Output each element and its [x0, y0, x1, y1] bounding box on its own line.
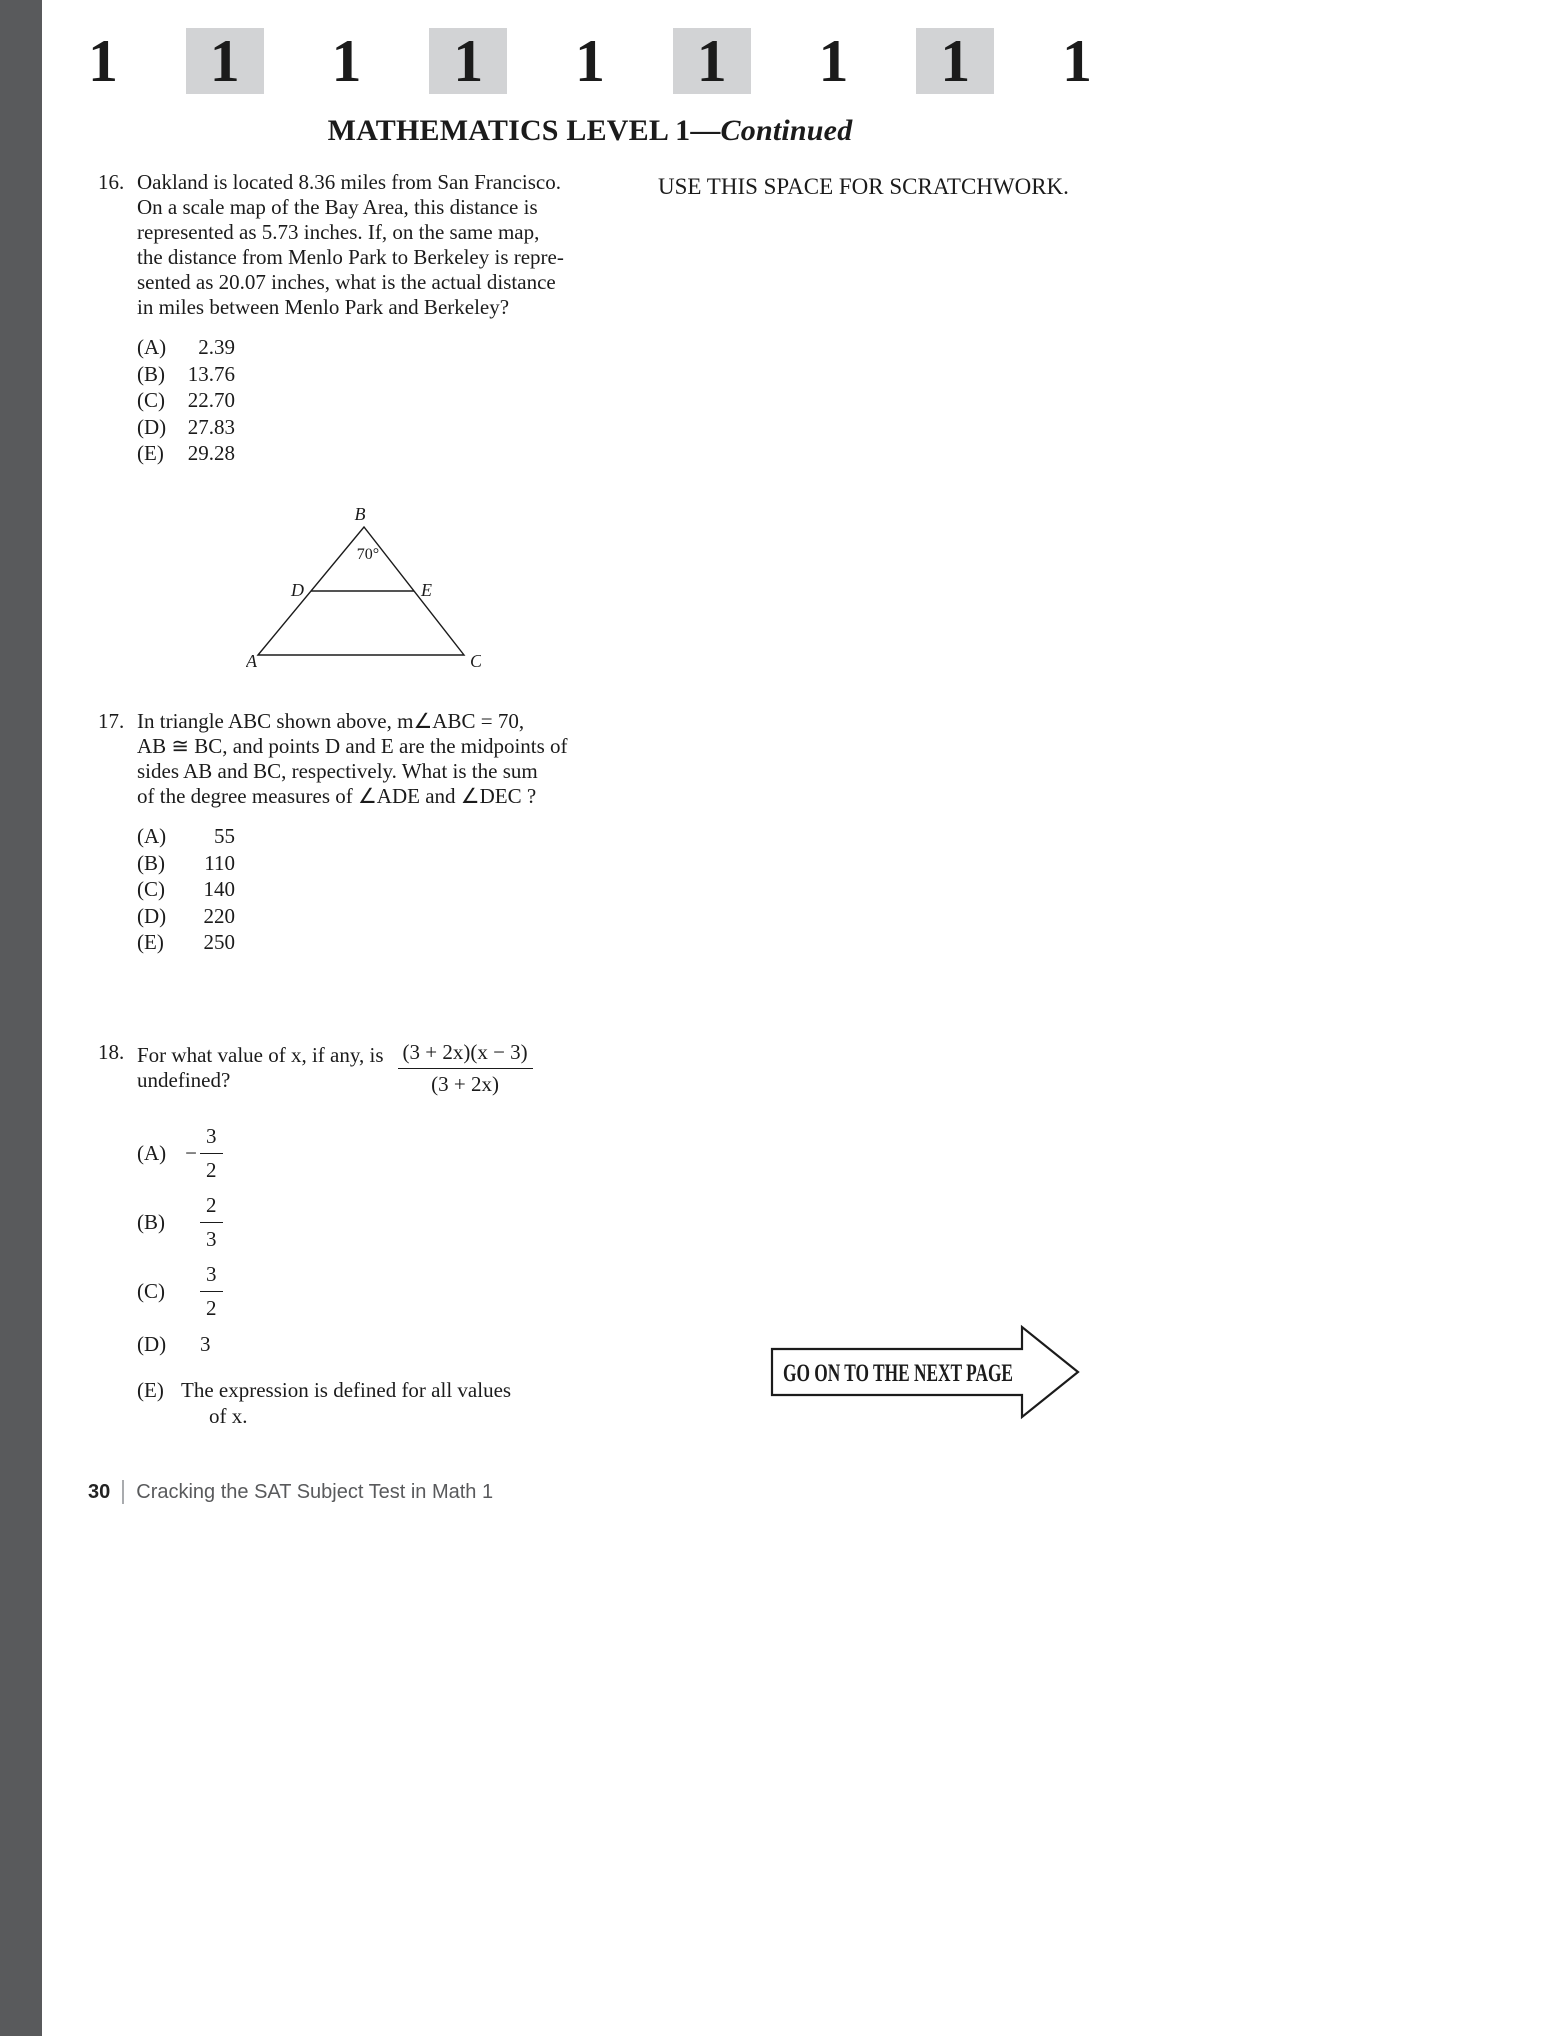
choices-17 — [137, 823, 618, 956]
vertex-label-e: E — [421, 579, 432, 600]
section-number: 1 — [1062, 28, 1092, 94]
page-title-continued: Continued — [720, 114, 853, 147]
section-number-row — [64, 28, 1116, 94]
question-line: represented as 5.73 inches. If, on the same map, — [137, 220, 540, 244]
question-line: undefined? — [137, 1068, 231, 1093]
choice-fraction — [200, 1192, 223, 1252]
triangle-svg — [246, 507, 481, 675]
section-number: 1 — [331, 28, 362, 94]
choice-letter: (D) — [137, 414, 167, 439]
choice-value: 29.28 — [187, 441, 235, 466]
question-column — [98, 170, 618, 1430]
question-18 — [98, 1040, 618, 1097]
question-line: of the degree measures of ∠ADE and ∠DEC ? — [137, 783, 537, 808]
triangle-figure — [246, 507, 481, 681]
fraction-denominator: 2 — [206, 1157, 217, 1182]
question-text — [137, 170, 618, 320]
choice-letter: (C) — [137, 388, 165, 413]
page-title-main: MATHEMATICS LEVEL 1— — [327, 114, 721, 147]
question-text — [137, 1040, 618, 1097]
choice-row — [137, 361, 618, 388]
section-number: 1 — [88, 28, 118, 94]
choice-row — [137, 823, 618, 850]
choice-row — [137, 1261, 618, 1321]
choice-letter: (D) — [137, 903, 167, 928]
fraction-numerator: 2 — [200, 1192, 223, 1223]
choice-letter: (E) — [137, 1377, 164, 1402]
vertex-label-c: C — [470, 650, 481, 671]
angle-label-70: 70° — [356, 545, 380, 563]
choice-value: 13.76 — [187, 361, 235, 386]
section-number-highlighted: 1 — [916, 28, 994, 94]
choice-row — [137, 1331, 618, 1363]
choice-letter: (B) — [137, 1209, 165, 1234]
choices-16 — [137, 334, 618, 467]
choice-line: of x. — [209, 1404, 248, 1429]
fraction-numerator: 3 — [200, 1261, 223, 1292]
choice-row — [137, 1123, 618, 1183]
section-number: 1 — [818, 28, 849, 94]
choice-fraction — [200, 1261, 223, 1321]
choice-letter: (A) — [137, 823, 167, 848]
section-number-highlighted: 1 — [429, 28, 507, 94]
page-title — [100, 114, 1080, 148]
question-line: the distance from Menlo Park to Berkeley is repre- — [137, 245, 564, 269]
left-margin-bar — [0, 0, 42, 2036]
choice-letter: (C) — [137, 877, 165, 902]
choice-row — [137, 850, 618, 877]
choice-letter: (A) — [137, 335, 167, 359]
choice-row — [137, 929, 618, 956]
choice-letter: (E) — [137, 441, 164, 466]
book-title: Cracking the SAT Subject Test in Math 1 — [136, 1480, 494, 1503]
question-line: in miles between Menlo Park and Berkeley? — [137, 295, 510, 319]
choice-value: 3 — [200, 1331, 211, 1356]
question-text — [137, 709, 618, 809]
question-line: For what value of x, if any, is — [137, 1043, 384, 1068]
question-line: AB ≅ BC, and points D and E are the midpoints of — [137, 733, 568, 758]
choice-value: 220 — [203, 903, 235, 928]
fraction-numerator: 3 — [200, 1123, 223, 1154]
page-number: 30 — [88, 1480, 111, 1503]
question-line: Oakland is located 8.36 miles from San Francisco. — [137, 170, 561, 194]
question-line: On a scale map of the Bay Area, this distance is — [137, 195, 538, 219]
question-number: 17. — [98, 708, 125, 733]
choice-row — [137, 903, 618, 930]
choice-value: 250 — [203, 930, 235, 955]
choice-value: 55 — [214, 823, 235, 848]
choice-line: The expression is defined for all values — [181, 1377, 512, 1402]
choice-letter: (E) — [137, 930, 164, 955]
question-line: In triangle ABC shown above, m∠ABC = 70, — [137, 708, 525, 733]
vertex-label-b: B — [354, 506, 366, 524]
footer — [88, 1480, 493, 1504]
fraction-numerator: (3 + 2x)(x − 3) — [398, 1040, 533, 1069]
scratchwork-note: USE THIS SPACE FOR SCRATCHWORK. — [658, 174, 1069, 199]
choice-row — [137, 1192, 618, 1252]
go-on-arrow — [770, 1322, 1082, 1427]
stem-lines — [137, 1043, 384, 1093]
choice-row — [137, 414, 618, 441]
choice-row — [137, 334, 618, 361]
section-number-highlighted: 1 — [673, 28, 751, 94]
choice-letter: (B) — [137, 361, 165, 386]
choice-value: 22.70 — [187, 388, 235, 413]
question-line: sented as 20.07 inches, what is the actual distance — [137, 270, 556, 294]
vertex-label-d: D — [291, 579, 304, 600]
negative-sign: − — [185, 1140, 197, 1165]
choice-value: 140 — [203, 877, 235, 902]
expression-fraction — [398, 1040, 533, 1097]
choice-fraction — [200, 1123, 223, 1183]
question-17 — [98, 709, 618, 809]
question-line: sides AB and BC, respectively. What is the sum — [137, 758, 538, 783]
choice-value: 110 — [204, 850, 235, 875]
question-number: 18. — [98, 1039, 125, 1064]
choice-letter: (D) — [137, 1331, 167, 1356]
question-number: 16. — [98, 170, 125, 194]
fraction-denominator: 2 — [206, 1295, 217, 1320]
question-16 — [98, 170, 618, 320]
footer-divider — [122, 1480, 124, 1504]
choice-value: 27.83 — [187, 414, 235, 439]
choice-row — [137, 1377, 618, 1430]
choice-row — [137, 440, 618, 467]
choices-18 — [137, 1123, 618, 1430]
choice-value: 2.39 — [198, 335, 235, 359]
choice-letter: (B) — [137, 850, 165, 875]
fraction-denominator: 3 — [206, 1226, 217, 1251]
next-page-label: GO ON TO THE NEXT PAGE — [783, 1360, 1013, 1387]
fraction-denominator: (3 + 2x) — [431, 1071, 500, 1096]
section-number-highlighted: 1 — [186, 28, 264, 94]
choice-row — [137, 876, 618, 903]
question-stem — [137, 1040, 618, 1097]
choice-letter: (C) — [137, 1279, 165, 1304]
vertex-label-a: A — [246, 650, 257, 671]
arrow-svg — [770, 1322, 1082, 1422]
choice-row — [137, 387, 618, 414]
choice-letter: (A) — [137, 1140, 167, 1165]
choice-text — [181, 1377, 511, 1430]
section-number: 1 — [575, 28, 605, 94]
